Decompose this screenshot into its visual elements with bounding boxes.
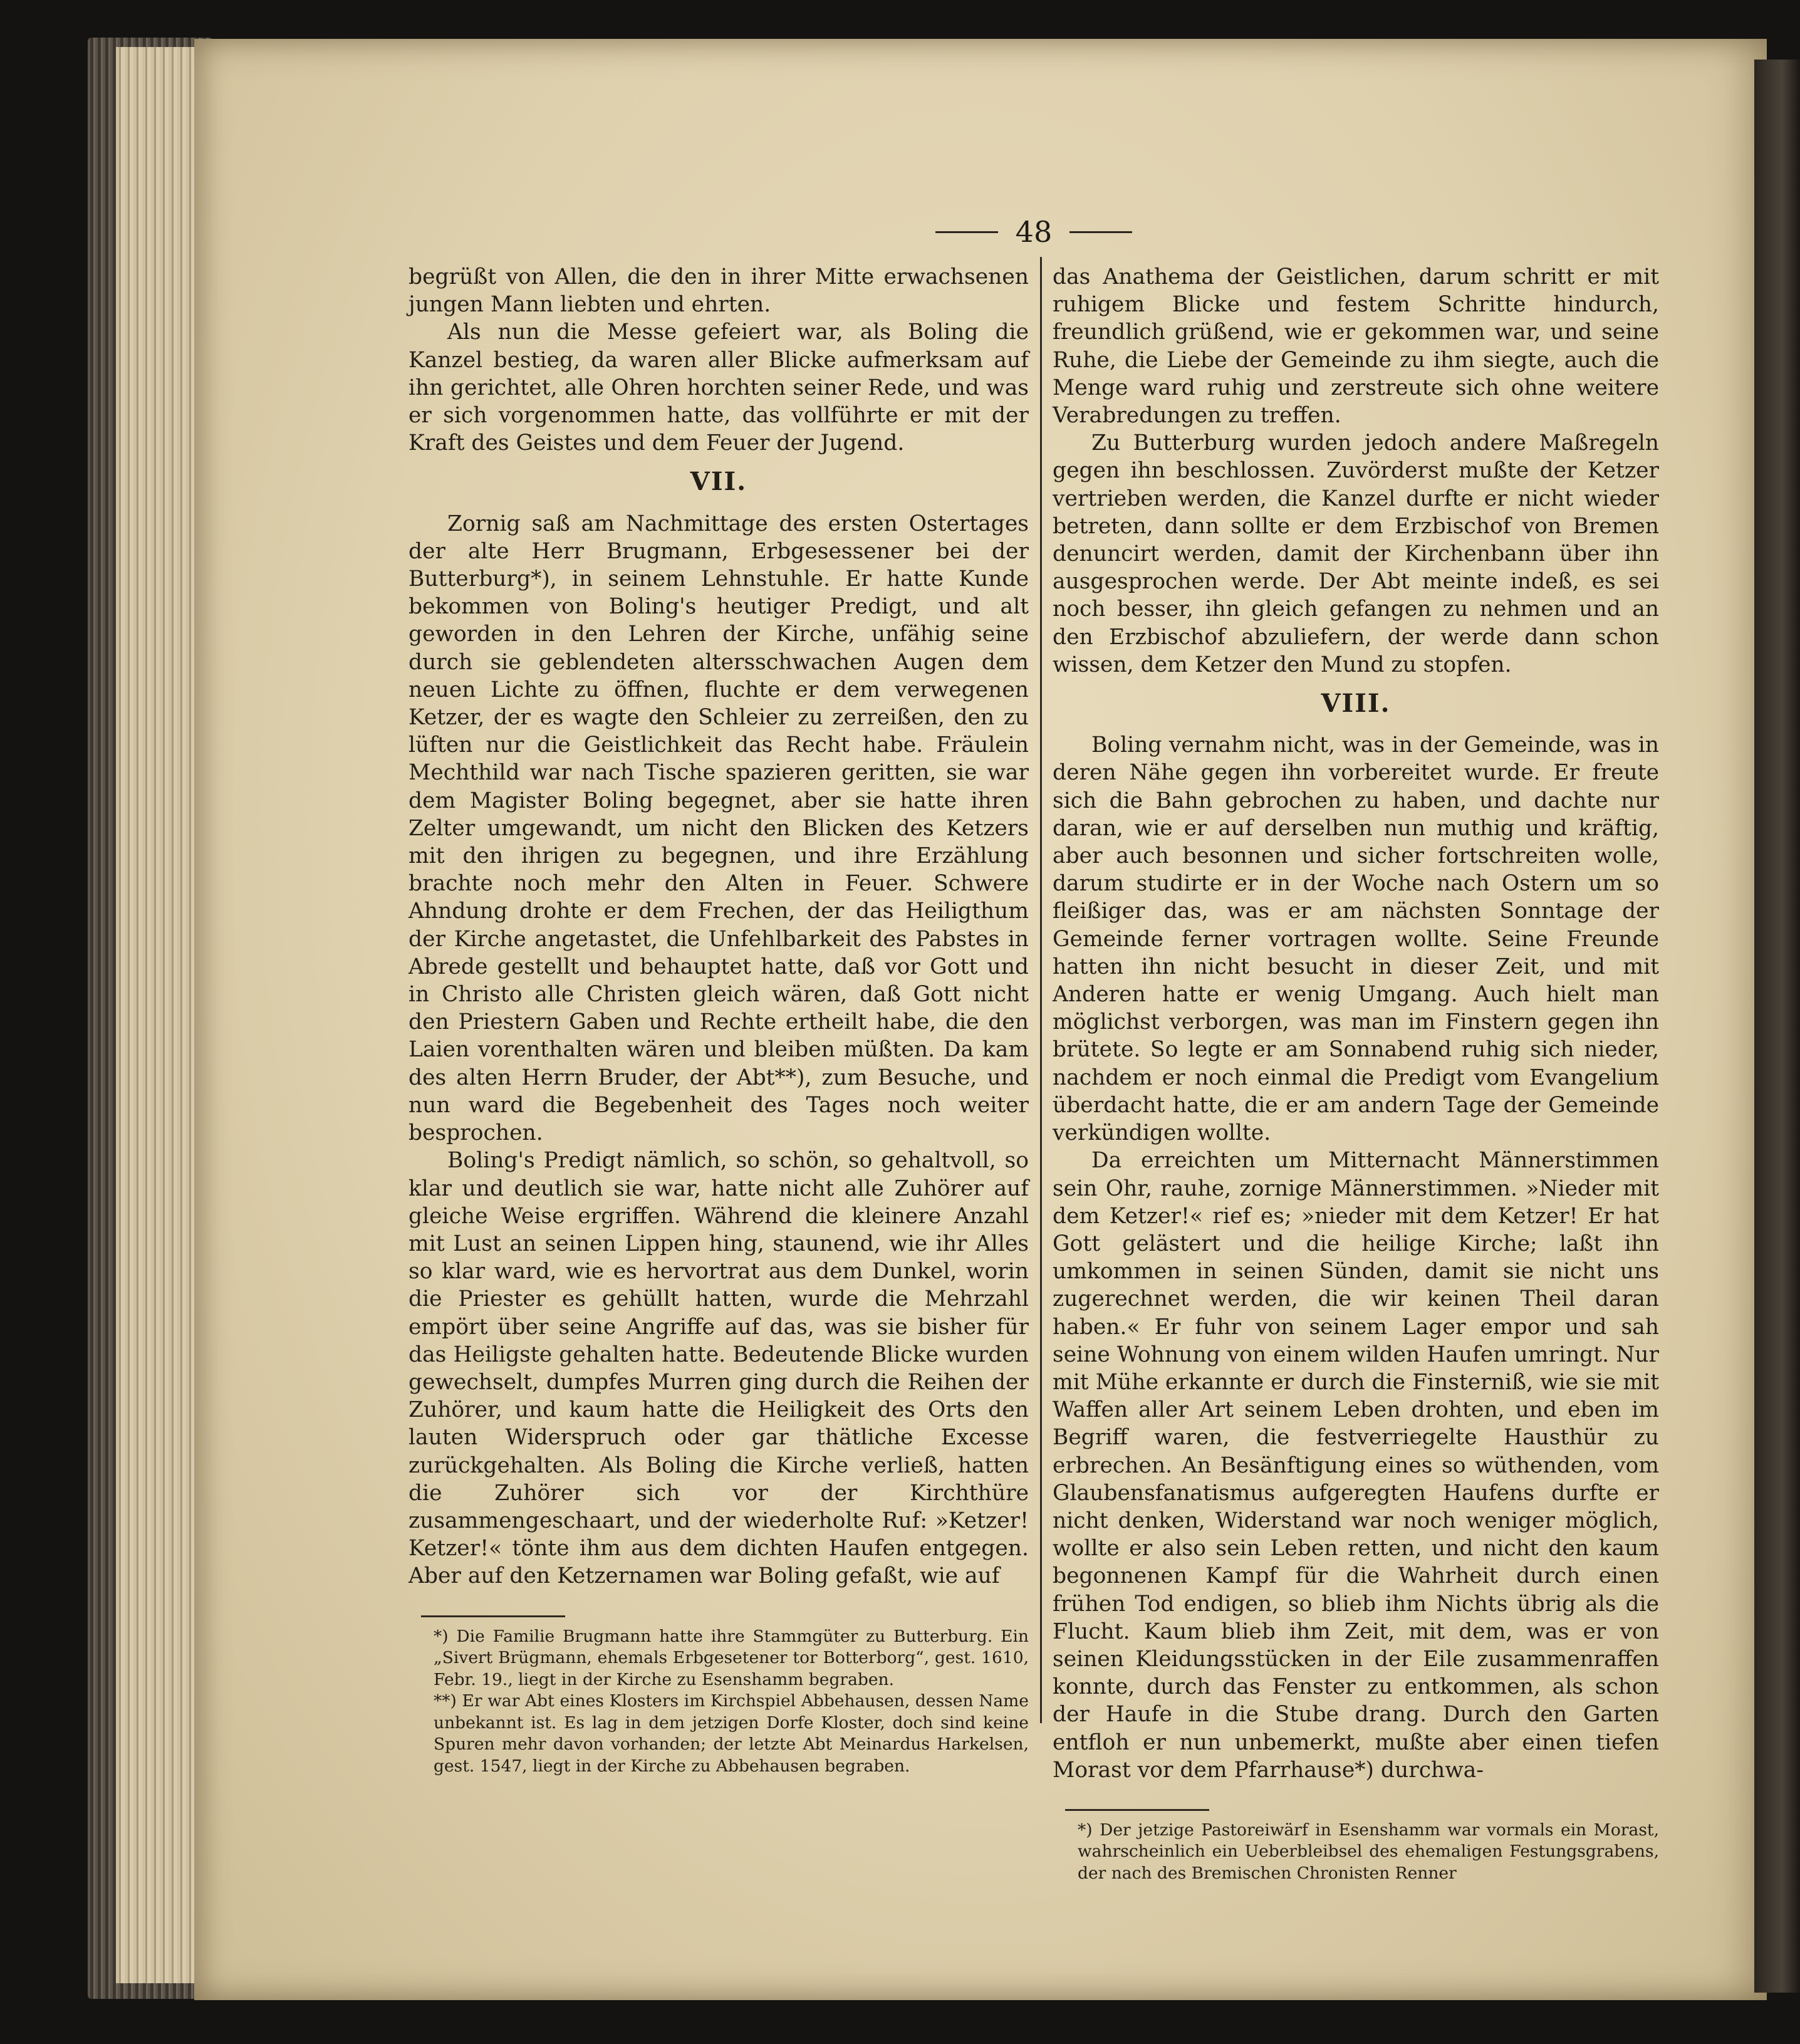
binding-strip <box>1754 60 1800 1993</box>
paragraph: begrüßt von Allen, die den in ihrer Mitte erwachsenen jungen Mann liebten und ehrten. <box>408 264 1029 318</box>
column-divider <box>1040 257 1042 1723</box>
page-number: 48 <box>1015 215 1053 249</box>
paragraph: Zornig saß am Nachmittage des ersten Ostertages der alte Herr Brugmann, Erbgesessener bei der Butterburg*), in seinem Lehnstuhle. Er hatte Kunde bekommen von Boling's heutiger Predigt, und alt geworden in den Lehren der Kirche, unfähig seine durch sie geblendeten altersschwachen Augen dem neuen Lichte zu öffnen, fluchte er dem verwegenen Ketzer, der es wagte den Schleier zu zerreißen, den zu lüften nur die Geistlichkeit das Recht habe. Fräulein Mechthild war nach Tische spazieren geritten, sie war dem Magister Boling begegnet, aber sie hatte ihren Zelter umgewandt, um nicht den Blicken des Ketzers mit den ihrigen zu begegnen, und ihre Erzählung brachte noch mehr den Alten in Feuer. Schwere Ahndung drohte er dem Frechen, der das Heiligthum der Kirche angetastet, die Unfehlbarkeit des Pabstes in Abrede gestellt und behauptet hatte, daß vor Gott und in Christo alle Christen gleich wären, daß Gott nicht den Priestern Gaben und Rechte ertheilt habe, die den Laien vorenthalten wären und bleiben müßten. Da kam des alten Herrn Bruder, der Abt**), zum Besuche, und nun ward die Begebenheit des Tages noch weiter besprochen. <box>408 511 1029 1146</box>
paragraph: Da erreichten um Mitternacht Männerstimmen sein Ohr, rauhe, zornige Männerstimmen. »Nieder mit dem Ketzer!« rief es; »nieder mit dem Ketzer! Er hat Gott gelästert und die heilige Kirche; laßt ihn umkommen in seinen Sünden, damit sie nicht uns zugerechnet werden, die wir keinen Theil daran haben.« Er fuhr von seinem Lager empor und sah seine Wohnung von einem wilden Haufen umringt. Nur mit Mühe erkannte er durch die Finsterniß, wie sie mit Waffen aller Art seinem Leben drohten, und eben im Begriff waren, die festverriegelte Hausthür zu erbrechen. An Besänftigung eines so wüthenden, vom Glaubensfanatismus aufgeregten Haufens durfte er nicht denken, Widerstand war noch weniger möglich, wollte er also sein Leben retten, und nicht den kaum begonnenen Kampf für die Wahrheit durch einen frühen Tod endigen, so blieb ihm Nichts übrig als die Flucht. Kaum blieb ihm Zeit, mit dem, was er von seinen Kleidungsstücken in der Eile zusammenraffen konnte, durch das Fenster zu entkommen, als schon der Haufe in die Stube drang. Durch den Garten entfloh er nun unbemerkt, mußte aber einen tiefen Morast vor dem Pfarrhause*) durchwa- <box>1053 1148 1659 1783</box>
right-column <box>1053 263 1659 1884</box>
chapter-heading: VIII. <box>1321 689 1391 719</box>
footnote: *) Die Familie Brugmann hatte ihre Stammgüter zu Butterburg. Ein „Sivert Brügmann, ehemals Erbgesetener tor Botterborg“, gest. 1610, Febr. 19., liegt in der Kirche zu Esenshamm begraben. <box>434 1626 1029 1689</box>
paragraph: Boling's Predigt nämlich, so schön, so gehaltvoll, so klar und deutlich sie war, hatte nicht alle Zuhörer auf gleiche Weise ergriffen. Während die kleinere Anzahl mit Lust an seinen Lippen hing, staunend, wie ihr Alles so klar ward, wie es hervortrat aus dem Dunkel, worin die Priester es gehüllt hatten, wurde die Mehrzahl empört über seine Angriffe auf das, was sie bisher für das Heiligste gehalten hatte. Bedeutende Blicke wurden gewechselt, dumpfes Murren ging durch die Reihen der Zuhörer, und kaum hatte die Heiligkeit des Orts den lauten Widerspruch oder gar thätliche Excesse zurückgehalten. Als Boling die Kirche verließ, hatten die Zuhörer sich vor der Kirchthüre zusammengeschaart, und der wiederholte Ruf: »Ketzer! Ketzer!« tönte ihm aus dem dichten Haufen entgegen. Aber auf den Ketzernamen war Boling gefaßt, wie auf <box>408 1148 1029 1589</box>
left-column <box>408 263 1029 1777</box>
header-rule-right <box>1069 231 1132 233</box>
footnote-rule <box>1065 1809 1209 1811</box>
paragraph: Boling vernahm nicht, was in der Gemeinde, was in deren Nähe gegen ihn vorbereitet wurde. Er freute sich die Bahn gebrochen zu haben, und dachte nur daran, wie er auf derselben nun muthig und kräftig, aber auch besonnen und sicher fortschreiten wolle, darum studirte er in der Woche nach Ostern um so fleißiger das, was er am nächsten Sonntage der Gemeinde ferner vortragen wollte. Seine Freunde hatten ihn nicht besucht in dieser Zeit, und mit Anderen hatte er wenig Umgang. Auch hielt man möglichst verborgen, was man im Finstern gegen ihn brütete. So legte er am Sonnabend ruhig sich nieder, nachdem er noch einmal die Predigt vom Evangelium überdacht hatte, die er am andern Tage der Gemeinde verkündigen wollte. <box>1053 733 1659 1146</box>
paragraph: das Anathema der Geistlichen, darum schritt er mit ruhigem Blicke und festem Schritte hindurch, freundlich grüßend, wie er gekommen war, und seine Ruhe, die Liebe der Gemeinde zu ihm siegte, auch die Menge ward ruhig und zerstreute sich ohne weitere Verabredungen zu treffen. <box>1053 264 1659 429</box>
page-header <box>915 213 1153 251</box>
footnote: **) Er war Abt eines Klosters im Kirchspiel Abbehausen, dessen Name unbekannt ist. Es lag in dem jetzigen Dorfe Kloster, doch sind keine Spuren mehr davon vorhanden; der letzte Abt Meinardus Harkelsen, gest. 1547, liegt in der Kirche zu Abbehausen begraben. <box>434 1691 1029 1776</box>
header-rule-left <box>935 231 998 233</box>
paragraph: Als nun die Messe gefeiert war, als Boling die Kanzel bestieg, da waren aller Blicke aufmerksam auf ihn gerichtet, alle Ohren horchten seiner Rede, und was er sich vorgenommen hatte, das vollführte er mit der Kraft des Geistes und dem Feuer der Jugend. <box>408 320 1029 456</box>
footnote: *) Der jetzige Pastoreiwärf in Esenshamm war vormals ein Morast, wahrscheinlich ein Ueberbleibsel des ehemaligen Festungsgrabens, der nach des Bremischen Chronisten Renner <box>1078 1820 1659 1883</box>
footnote-rule <box>421 1615 565 1617</box>
chapter-heading: VII. <box>690 467 747 497</box>
paragraph: Zu Butterburg wurden jedoch andere Maßregeln gegen ihn beschlossen. Zuvörderst mußte der Ketzer vertrieben werden, die Kanzel durfte er nicht wieder betreten, dann sollte er dem Erzbischof von Bremen denuncirt werden, damit der Kirchenbann über ihn ausgesprochen werde. Der Abt meinte indeß, es sei noch besser, ihn gleich gefangen zu nehmen und an den Erzbischof abzuliefern, der werde dann schon wissen, dem Ketzer den Mund zu stopfen. <box>1053 430 1659 677</box>
